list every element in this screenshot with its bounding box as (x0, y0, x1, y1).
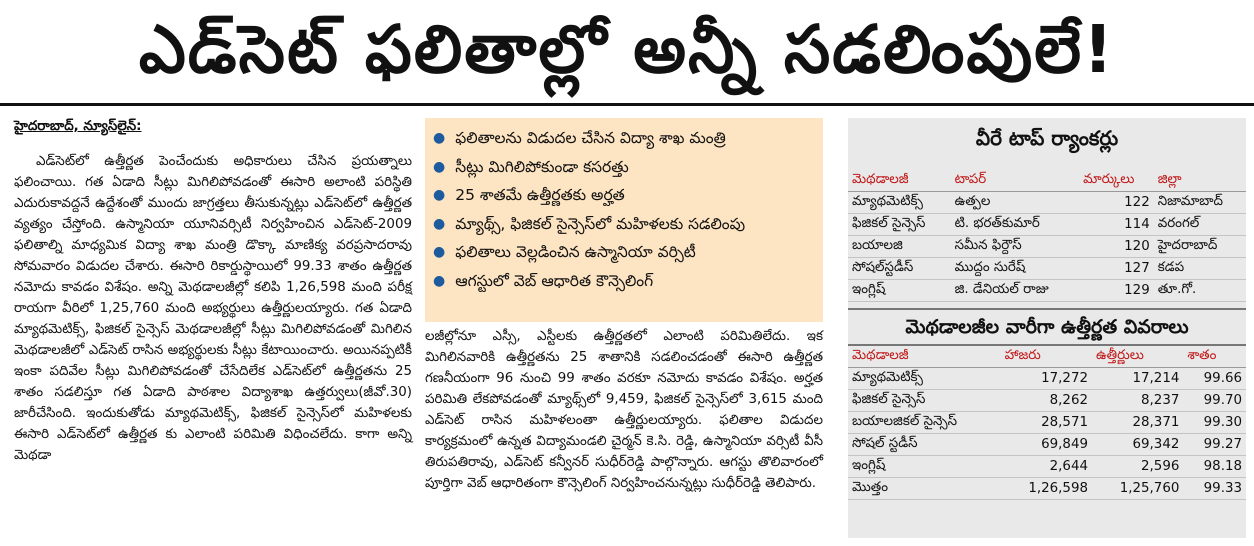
table-cell: 99.70 (1183, 390, 1246, 412)
table-cell: 28,371 (1092, 412, 1183, 434)
headline (0, 0, 1254, 100)
table-row (848, 280, 1246, 302)
column-header: మార్కులు (1079, 170, 1154, 192)
bullet-icon: ● (433, 215, 446, 232)
highlight-text: మ్యాథ్స్, ఫిజికల్ సైన్సెస్‌లో మహిళలకు సడలింపు (455, 214, 746, 233)
table-cell: ఫిజికల్ సైన్సెస్ (848, 390, 1001, 412)
table-cell: 2,644 (1001, 456, 1092, 478)
table-header-row (848, 170, 1246, 192)
table-cell: 122 (1079, 192, 1154, 214)
table-cell: సమీన ఫిర్దౌస్ (951, 236, 1080, 258)
bullet-icon: ● (433, 130, 446, 146)
table-row (848, 214, 1246, 236)
methodology-table (848, 346, 1246, 500)
table-cell: 28,571 (1001, 412, 1092, 434)
bullet-icon: ● (433, 272, 446, 289)
table-row (848, 192, 1246, 214)
highlight-item (433, 153, 815, 182)
table-cell: 99.33 (1183, 478, 1246, 500)
table-cell: టి. భరత్‌కుమార్ (951, 214, 1080, 236)
column-header: ఉత్తీర్ణులు (1092, 346, 1183, 368)
table-cell: మ్యాథమెటిక్స్ (848, 368, 1001, 390)
table-row (848, 368, 1246, 390)
highlight-text: సీట్లు మిగిలిపోకుండా కసరత్తు (455, 157, 629, 176)
table-cell: బయాలజి (848, 236, 951, 258)
highlight-text: 25 శాతమే ఉత్తీర్ణతకు అర్హత (455, 186, 625, 204)
bullet-icon: ● (433, 244, 446, 260)
table-cell: ఉత్పల (951, 192, 1080, 214)
headline-rule (0, 103, 1254, 106)
dateline: హైదరాబాద్, న్యూస్‌లైన్: (14, 119, 142, 134)
table-cell: ఫిజికల్ సైన్సెస్ (848, 214, 951, 236)
table-row (848, 412, 1246, 434)
table-cell: 69,849 (1001, 434, 1092, 456)
highlight-text: ఆగస్టులో వెబ్ ఆధారిత కౌన్సెలింగ్ (455, 271, 654, 290)
column-header: టాపర్ (951, 170, 1080, 192)
highlights-list (433, 124, 815, 295)
table-cell: సోషల్‌స్టడీస్ (848, 258, 951, 280)
stats-panel (848, 118, 1246, 538)
article-paragraph-2: లజీల్లోనూ ఎస్సీ, ఎస్టీలకు ఉత్తీర్ణతలో ఎలాంటి పరిమితిలేదు. ఇక మిగిలినవారికి ఉత్తీర్ణతను 25 శాతానికి సడలించడంతో ఈసారి ఉత్తీర్ణత గణనీయంగా 96 నుంచి 99 శాతం వరకూ నమోదు కావడం విశేషం. అర్హత పరిమితి లేకపోవడంతో మ్యాథ్స్‌లో 9,459, ఫిజికల్ సైన్సెస్‌లో 3,615 మంది ఎడ్‌సెట్ రాసిన మహిళలంతా ఉత్తీర్ణులయ్యారు. ఫలితాల విడుదల కార్యక్రమంలో ఉన్నత విద్యామండలి చైర్మన్ కె.సి. రెడ్డి, ఉస్మానియా వర్సిటీ వీసీ తిరుపతిరావు, ఎడ్‌సెట్ కన్వీనర్ సుధీర్‌రెడ్డి పాల్గొన్నారు. ఆగస్టు తొలివారంలో పూర్తిగా వెబ్ ఆధారితంగా కౌన్సెలింగ్ నిర్వహించనున్నట్లు సుధీర్‌రెడ్డి తెలిపారు. (425, 329, 823, 491)
table-cell: 8,237 (1092, 390, 1183, 412)
table-row (848, 236, 1246, 258)
article-column-1 (14, 116, 412, 466)
methodology-title: మెథడాలజీల వారీగా ఉత్తీర్ణత వివరాలు (848, 308, 1246, 346)
table-row (848, 478, 1246, 500)
table-row (848, 434, 1246, 456)
highlight-text: ఫలితాలను విడుదల చేసిన విద్యా శాఖ మంత్రి (455, 129, 726, 147)
table-cell: సోషల్ స్టడీస్ (848, 434, 1001, 456)
column-header: హాజరు (1001, 346, 1092, 368)
table-cell: ఇంగ్లిష్ (848, 456, 1001, 478)
table-cell: మ్యాథమెటిక్స్ (848, 192, 951, 214)
highlight-item (433, 210, 815, 239)
bullet-icon: ● (433, 158, 446, 175)
article-paragraph-1: ఎడ్‌సెట్‌లో ఉత్తీర్ణత పెంచేందుకు అధికారులు చేసిన ప్రయత్నాలు ఫలించాయి. గత ఏడాది సీట్లు మిగిలిపోవడంతో ఈసారి అలాంటి పరిస్థితి ఎదురుకావద్దనే ఉద్దేశంతో ముందు జాగ్రత్తలు తీసుకున్నట్లు ఎడ్‌సెట్‌లో ఉత్తీర్ణత వ్యత్యం చేస్తోంది. ఉస్మానియా యూనివర్సిటీ నిర్వహించిన ఎడ్‌సెట్-2009 ఫలితాల్ని మాధ్యమిక విద్యా శాఖ మంత్రి డొక్కా మాణిక్య వరప్రసాదరావు సోమవారం విడుదల చేశారు. ఈసారి రికార్డుస్థాయిలో 99.33 శాతం ఉత్తీర్ణత నమోదు కావడం విశేషం. అన్ని మెథడాలజీల్లో కలిపి 1,26,598 మంది పరీక్ష రాయగా వీరిలో 1,25,760 మంది అభ్యర్థులు ఉత్తీర్ణులయ్యారు. గత ఏడాది మ్యాథమెటిక్స్, ఫిజికల్ సైన్సెస్ మెథడాలజీల్లో సీట్లు మిగిలిపోవడంతో మిగిలిన మెథడాలజీలో ఎడ్‌సెట్ రాసిన అభ్యర్థులకు సీట్లు కేటాయించారు. అయినప్పటికీ ఇంకా పదివేల సీట్లు మిగిలిపోవడంతో చేసేదిలేక ఎడ్‌సెట్‌లో ఉత్తీర్ణతను 25 శాతం సడలిస్తూ గత ఏడాది పాఠశాల విద్యాశాఖ ఉత్తర్వులు(జీవో.30) జారీచేసింది. ఇందుకుతోడు మ్యాథమెటిక్స్, ఫిజికల్ సైన్సెస్‌లో మహిళలకు ఈసారి ఎడ్‌సెట్‌లో ఉత్తీర్ణత కు ఎలాంటి పరిమితి విధించలేదు. కాగా అన్ని మెథడా (14, 154, 412, 463)
bullet-icon: ● (433, 187, 446, 203)
table-cell: 99.30 (1183, 412, 1246, 434)
table-cell: జి. డేనియల్ రాజు (951, 280, 1080, 302)
table-cell: 114 (1079, 214, 1154, 236)
table-cell: 99.66 (1183, 368, 1246, 390)
table-header-row (848, 346, 1246, 368)
table-cell: 2,596 (1092, 456, 1183, 478)
table-cell: 99.27 (1183, 434, 1246, 456)
table-cell: 8,262 (1001, 390, 1092, 412)
table-cell: 120 (1079, 236, 1154, 258)
table-cell: నిజామాబాద్ (1154, 192, 1246, 214)
toppers-title: వీరే టాప్ ర్యాంకర్లు (975, 126, 1119, 150)
column-header: మెథడాలజీ (848, 170, 951, 192)
table-row (848, 390, 1246, 412)
table-cell: ఇంగ్లిష్ (848, 280, 951, 302)
highlight-text: ఫలితాలు వెల్లడించిన ఉస్మానియా వర్సిటీ (455, 243, 696, 261)
table-cell: 1,26,598 (1001, 478, 1092, 500)
table-row (848, 456, 1246, 478)
table-cell: వరంగల్ (1154, 214, 1246, 236)
table-row (848, 258, 1246, 280)
table-cell: 17,214 (1092, 368, 1183, 390)
table-cell: 69,342 (1092, 434, 1183, 456)
highlights-box (425, 118, 823, 322)
table-cell: ముద్దం సురేష్ (951, 258, 1080, 280)
highlight-item (433, 238, 815, 267)
table-cell: 98.18 (1183, 456, 1246, 478)
article-column-2 (425, 326, 823, 494)
headline-text: ఎడ్‌సెట్ ఫలితాల్లో అన్నీ సడలింపులే! (138, 11, 1116, 88)
highlight-item (433, 124, 815, 153)
table-cell: 1,25,760 (1092, 478, 1183, 500)
highlight-item (433, 267, 815, 296)
toppers-table (848, 170, 1246, 302)
table-cell: కడప (1154, 258, 1246, 280)
column-header: జిల్లా (1154, 170, 1246, 192)
table-cell: బయాలజికల్ సైన్సెస్ (848, 412, 1001, 434)
column-header: శాతం (1183, 346, 1246, 368)
table-cell: హైదరాబాద్ (1154, 236, 1246, 258)
highlight-item (433, 181, 815, 210)
table-cell: 17,272 (1001, 368, 1092, 390)
table-cell: 129 (1079, 280, 1154, 302)
table-cell: మొత్తం (848, 478, 1001, 500)
table-cell: తూ.గో. (1154, 280, 1246, 302)
table-cell: 127 (1079, 258, 1154, 280)
column-header: మెథడాలజీ (848, 346, 1001, 368)
